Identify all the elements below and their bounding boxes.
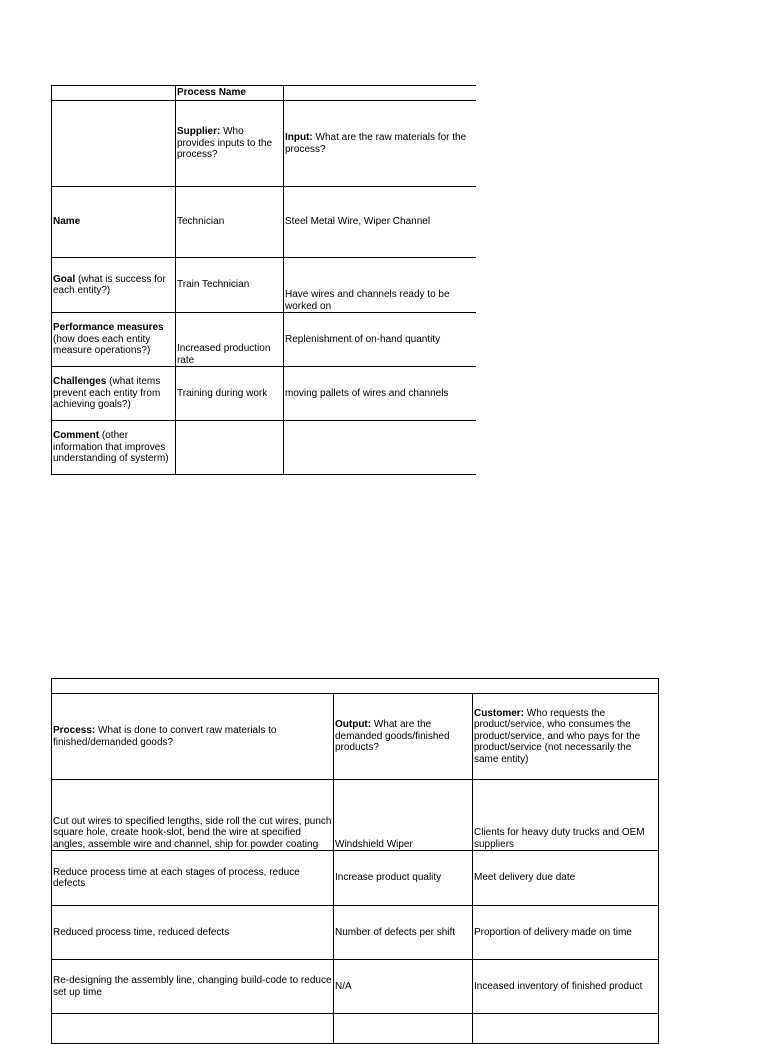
customer-cell: Meet delivery due date (473, 851, 659, 906)
input-cell: moving pallets of wires and channels (284, 367, 476, 421)
input-cell: Replenishment of on-hand quantity (284, 313, 476, 367)
row-label-goal: Goal (what is success for each entity?) (52, 258, 176, 313)
process-name-value (284, 86, 476, 101)
output-header: Output: What are the demanded goods/finished products? (334, 694, 473, 780)
customer-cell: Clients for heavy duty trucks and OEM suppliers (473, 780, 659, 851)
process-cell: Cut out wires to specified lengths, side roll the cut wires, punch square hole, create hook-slot, bend the wire at specified angles, assemble wire and channel, ship for powder coating (52, 780, 334, 851)
supplier-cell (176, 421, 284, 475)
process-header: Process: What is done to convert raw materials to finished/demanded goods? (52, 694, 334, 780)
supplier-cell: Increased production rate (176, 313, 284, 367)
row-label-name: Name (52, 187, 176, 258)
customer-header: Customer: Who requests the product/service, who consumes the product/service, and who pays for the product/service (not necessarily the same entity) (473, 694, 659, 780)
supplier-cell: Technician (176, 187, 284, 258)
supplier-header: Supplier: Who provides inputs to the process? (176, 101, 284, 187)
header-row (52, 679, 659, 694)
output-cell: Increase product quality (334, 851, 473, 906)
output-cell: N/A (334, 960, 473, 1014)
customer-cell: Proportion of delivery made on time (473, 906, 659, 960)
table-row (52, 851, 659, 906)
input-cell: Steel Metal Wire, Wiper Channel (284, 187, 476, 258)
header-blank-cell (52, 679, 659, 694)
table-row (52, 906, 659, 960)
supplier-cell: Training during work (176, 367, 284, 421)
row-label-comment: Comment (other information that improves understanding of systerm) (52, 421, 176, 475)
table-row (52, 258, 476, 313)
table-row (52, 367, 476, 421)
sipoc-table-top (51, 85, 476, 475)
table-row (52, 313, 476, 367)
header-empty-cell (52, 86, 176, 101)
table-row (52, 1014, 659, 1044)
column-header-empty-cell (52, 101, 176, 187)
process-cell: Reduce process time at each stages of process, reduce defects (52, 851, 334, 906)
customer-cell: Inceased inventory of finished product (473, 960, 659, 1014)
table-row (52, 421, 476, 475)
table-row (52, 960, 659, 1014)
output-cell (334, 1014, 473, 1044)
process-cell: Reduced process time, reduced defects (52, 906, 334, 960)
header-row (52, 86, 476, 101)
column-header-row (52, 694, 659, 780)
process-cell (52, 1014, 334, 1044)
row-label-challenges: Challenges (what items prevent each entity from achieving goals?) (52, 367, 176, 421)
output-cell: Number of defects per shift (334, 906, 473, 960)
sipoc-table-bottom (51, 678, 659, 1044)
process-name-label: Process Name (176, 86, 284, 101)
process-cell: Re-designing the assembly line, changing build-code to reduce set up time (52, 960, 334, 1014)
table-row (52, 780, 659, 851)
input-cell (284, 421, 476, 475)
supplier-cell: Train Technician (176, 258, 284, 313)
table-row (52, 187, 476, 258)
input-header: Input: What are the raw materials for the process? (284, 101, 476, 187)
row-label-performance: Performance measures (how does each entity measure operations?) (52, 313, 176, 367)
customer-cell (473, 1014, 659, 1044)
output-cell: Windshield Wiper (334, 780, 473, 851)
column-header-row (52, 101, 476, 187)
input-cell: Have wires and channels ready to be worked on (284, 258, 476, 313)
